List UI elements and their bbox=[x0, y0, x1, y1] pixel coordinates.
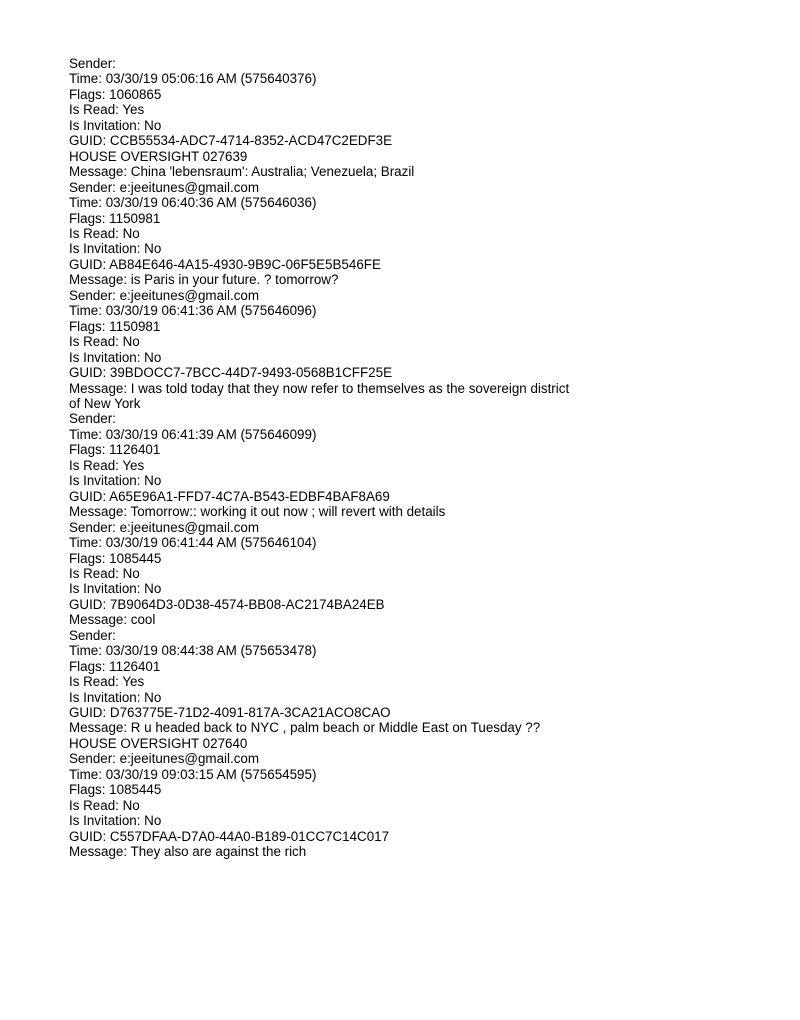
text-line: GUID: A65E96A1-FFD7-4C7A-B543-EDBF4BAF8A69 bbox=[69, 488, 390, 504]
text-line: Is Invitation: No bbox=[69, 689, 162, 705]
text-line: Sender: e:jeeitunes@gmail.com bbox=[69, 519, 259, 535]
text-line: GUID: 7B9064D3-0D38-4574-BB08-AC2174BA24EB bbox=[69, 596, 385, 612]
text-line: Flags: 1126401 bbox=[69, 442, 161, 458]
text-line: Is Invitation: No bbox=[69, 473, 162, 489]
text-line: Time: 03/30/19 08:44:38 AM (575653478) bbox=[69, 643, 317, 659]
text-line: Sender: bbox=[69, 56, 116, 71]
text-line: GUID: 39BDOCC7-7BCC-44D7-9493-0568B1CFF25E bbox=[69, 365, 392, 381]
text-line: Sender: bbox=[69, 627, 116, 643]
text-line: GUID: D763775E-71D2-4091-817A-3CA21ACO8CAO bbox=[69, 705, 391, 721]
text-line: Time: 03/30/19 09:03:15 AM (575654595) bbox=[69, 766, 317, 782]
document-page bbox=[69, 56, 729, 860]
text-line: Sender: e:jeeitunes@gmail.com bbox=[69, 179, 259, 195]
text-line: Is Read: Yes bbox=[69, 457, 145, 473]
text-line: Time: 03/30/19 06:40:36 AM (575646036) bbox=[69, 195, 317, 211]
text-line: Message: They also are against the rich bbox=[69, 844, 307, 860]
text-line: Message: R u headed back to NYC , palm beach or Middle East on Tuesday ?? bbox=[69, 720, 541, 736]
text-line: Is Invitation: No bbox=[69, 581, 162, 597]
text-line: Is Read: No bbox=[69, 797, 140, 813]
bates-stamp: HOUSE OVERSIGHT 027640 bbox=[69, 735, 248, 751]
text-line: GUID: C557DFAA-D7A0-44A0-B189-01CC7C14C017 bbox=[69, 828, 390, 844]
bates-stamp: HOUSE OVERSIGHT 027639 bbox=[69, 148, 248, 164]
text-line: Is Read: No bbox=[69, 225, 140, 241]
text-line: Is Read: Yes bbox=[69, 102, 145, 118]
text-line: Time: 03/30/19 05:06:16 AM (575640376) bbox=[69, 71, 317, 87]
text-line: Time: 03/30/19 06:41:36 AM (575646096) bbox=[69, 303, 317, 319]
text-line: Flags: 1126401 bbox=[69, 658, 161, 674]
text-line: Message: China 'lebensraum': Australia; Venezuela; Brazil bbox=[69, 164, 415, 180]
text-line: Message: I was told today that they now refer to themselves as the sovereign district bbox=[69, 380, 570, 396]
text-line: Is Read: No bbox=[69, 334, 140, 350]
text-line: Flags: 1060865 bbox=[69, 86, 162, 102]
text-line: Message: cool bbox=[69, 612, 156, 628]
text-line: Is Invitation: No bbox=[69, 813, 162, 829]
text-line: of New York bbox=[69, 395, 141, 411]
text-line: Flags: 1085445 bbox=[69, 782, 162, 798]
text-line: Sender: e:jeeitunes@gmail.com bbox=[69, 751, 259, 767]
text-line: Is Invitation: No bbox=[69, 349, 162, 365]
text-line: Message: Tomorrow:: working it out now ; will revert with details bbox=[69, 504, 446, 520]
text-line: Is Invitation: No bbox=[69, 117, 162, 133]
text-line: Flags: 1150981 bbox=[69, 318, 161, 334]
text-line: Is Read: No bbox=[69, 565, 140, 581]
text-line: Is Invitation: No bbox=[69, 241, 162, 257]
text-line: GUID: AB84E646-4A15-4930-9B9C-06F5E5B546FE bbox=[69, 256, 381, 272]
text-line: Is Read: Yes bbox=[69, 674, 145, 690]
text-line: Flags: 1085445 bbox=[69, 550, 162, 566]
text-line: Time: 03/30/19 06:41:44 AM (575646104) bbox=[69, 535, 317, 551]
text-line: Message: is Paris in your future. ? tomorrow? bbox=[69, 272, 339, 288]
text-line: Flags: 1150981 bbox=[69, 210, 161, 226]
text-line: GUID: CCB55534-ADC7-4714-8352-ACD47C2EDF3E bbox=[69, 133, 393, 149]
text-line: Sender: e:jeeitunes@gmail.com bbox=[69, 287, 259, 303]
text-line: Sender: bbox=[69, 411, 116, 427]
text-line: Time: 03/30/19 06:41:39 AM (575646099) bbox=[69, 426, 317, 442]
